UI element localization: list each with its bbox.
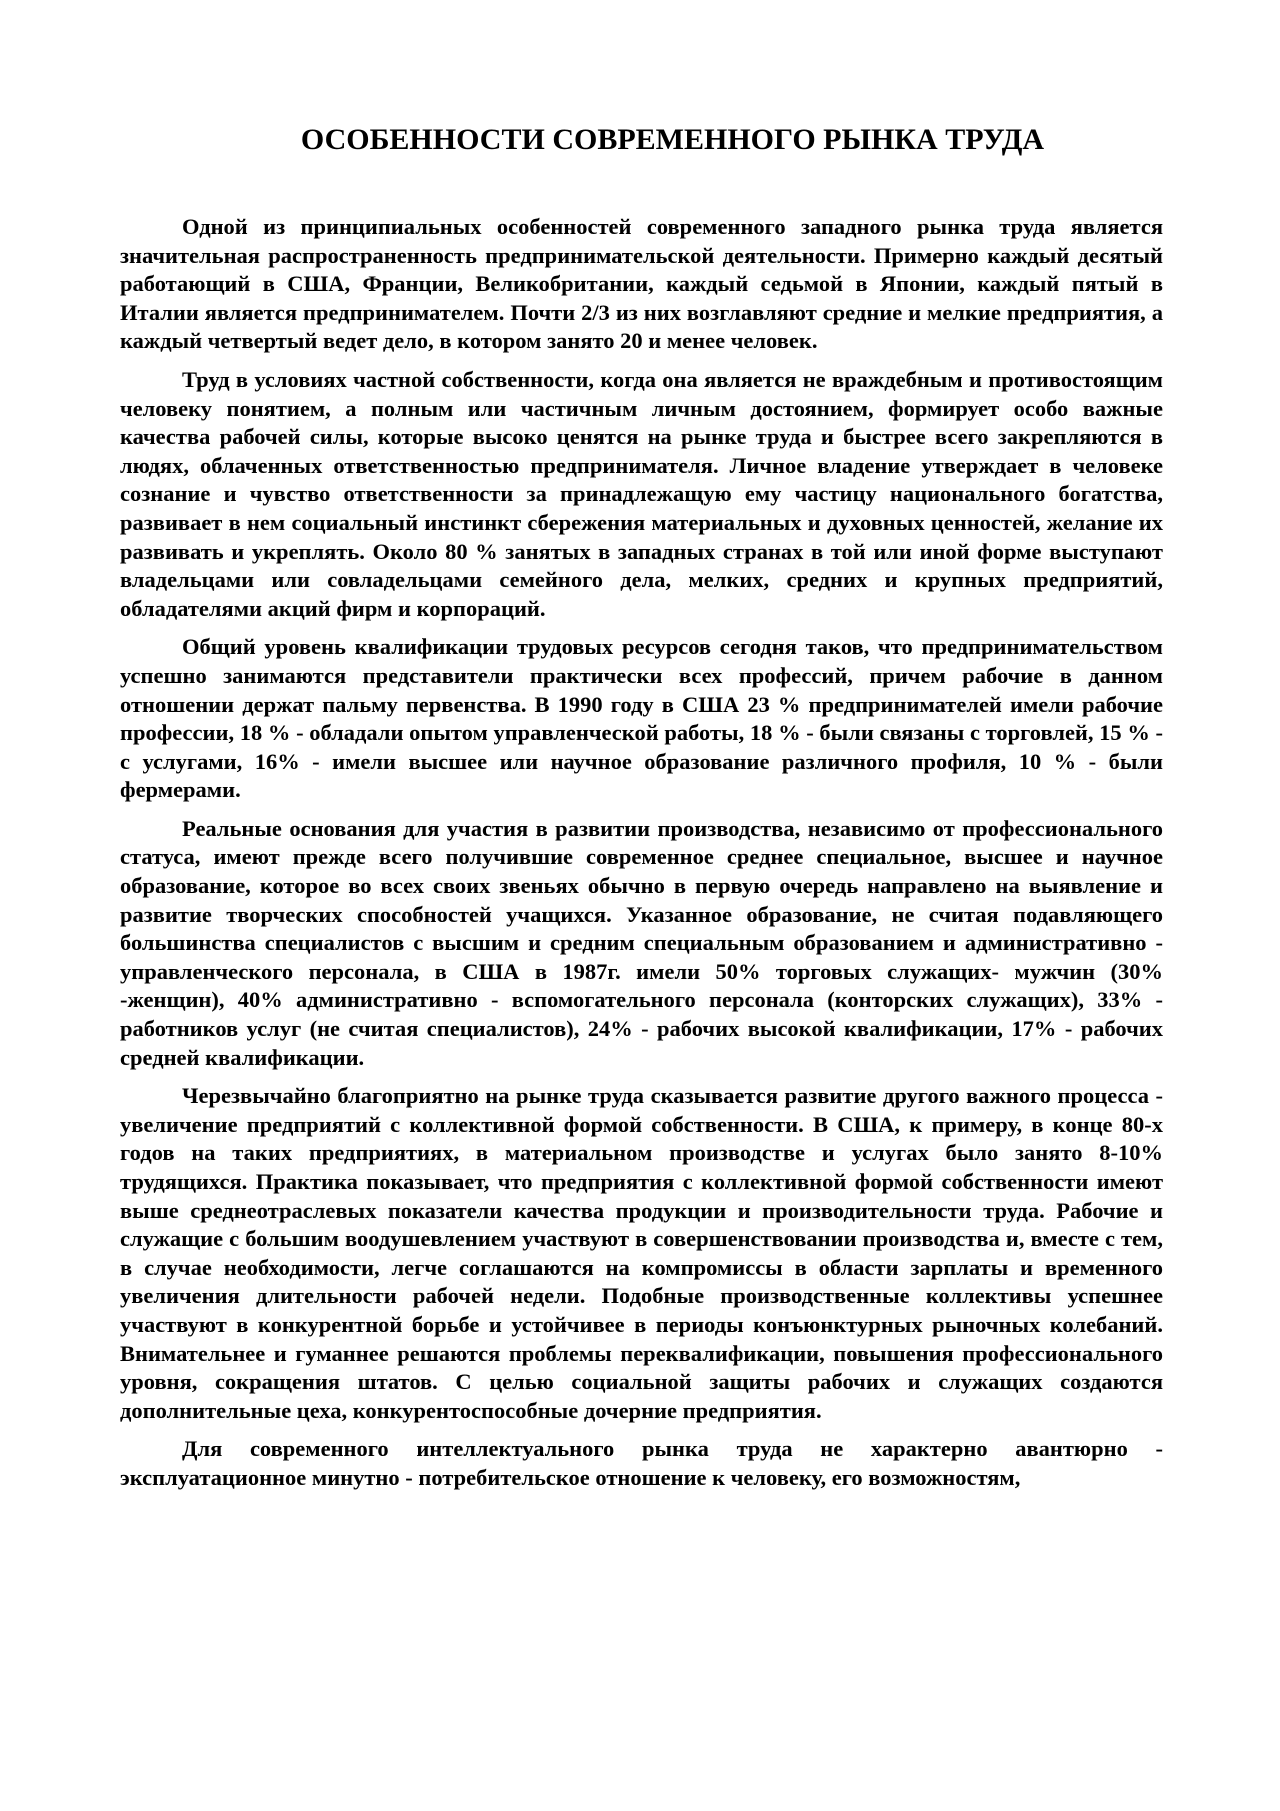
document-body: [120, 213, 1163, 1503]
paragraph-4: Реальные основания для участия в развитии производства, независимо от профессионального статуса, имеют прежде всего получившие современное среднее специальное, высшее и научное образование, которое во всех своих звеньях обычно в первую очередь направлено на выявление и развитие творческих способностей учащихся. Указанное образование, не считая подавляющего большинства специалистов с высшим и средним специальным образованием и административно - управленческого персонала, в США в 1987г. имели 50% торговых служащих- мужчин (30% -женщин), 40% административно - вспомогательного персонала (конторских служащих), 33% - работников услуг (не считая специалистов), 24% - рабочих высокой квалификации, 17% - рабочих средней квалификации.: [120, 815, 1163, 1070]
paragraph-1: Одной из принципиальных особенностей современного западного рынка труда является значительная распространенность предпринимательской деятельности. Примерно каждый десятый работающий в США, Франции, Великобритании, каждый седьмой в Японии, каждый пятый в Италии является предпринимателем. Почти 2/3 из них возглавляют средние и мелкие предприятия, а каждый четвертый ведет дело, в котором занято 20 и менее человек.: [120, 214, 1163, 354]
paragraph-5: Черезвычайно благоприятно на рынке труда сказывается развитие другого важного процесса - увеличение предприятий с коллективной формой собственности. В США, к примеру, в конце 80-х годов на таких предприятиях, в материальном производстве и услугах было занято 8-10% трудящихся. Практика показывает, что предприятия с коллективной формой собственности имеют выше среднеотраслевых показатели качества продукции и производительности труда. Рабочие и служащие с большим воодушевлением участвуют в совершенствовании производства и, вместе с тем, в случае необходимости, легче соглашаются на компромиссы в области зарплаты и временного увеличения длительности рабочей недели. Подобные производственные коллективы успешнее участвуют в конкурентной борьбе и устойчивее в периоды конъюнктурных рыночных колебаний. Внимательнее и гуманнее решаются проблемы переквалификации, повышения профессионального уровня, сокращения штатов. С целью социальной защиты рабочих и служащих создаются дополнительные цеха, конкурентоспособные дочерние предприятия.: [120, 1083, 1163, 1423]
document-title: ОСОБЕННОСТИ СОВРЕМЕННОГО РЫНКА ТРУДА: [300, 123, 1045, 156]
paragraph-3: Общий уровень квалификации трудовых ресурсов сегодня таков, что предпринимательством успешно занимаются представители практически всех профессий, причем рабочие в данном отношении держат пальму первенства. В 1990 году в США 23 % предпринимателей имели рабочие профессии, 18 % - обладали опытом управленческой работы, 18 % - были связаны с торговлей, 15 % - с услугами, 16% - имели высшее или научное образование различного профиля, 10 % - были фермерами.: [120, 634, 1163, 803]
paragraph-6: Для современного интеллектуального рынка труда не характерно авантюрно - эксплуатационное минутно - потребительское отношение к человеку, его возможностям,: [120, 1436, 1163, 1490]
paragraph-2: Труд в условиях частной собственности, когда она является не враждебным и противостоящим человеку понятием, а полным или частичным личным достоянием, формирует особо важные качества рабочей силы, которые высоко ценятся на рынке труда и быстрее всего закрепляются в людях, облаченных ответственностью предпринимателя. Личное владение утверждает в человеке сознание и чувство ответственности за принадлежащую ему частицу национального богатства, развивает в нем социальный инстинкт сбережения материальных и духовных ценностей, желание их развивать и укреплять. Около 80 % занятых в западных странах в той или иной форме выступают владельцами или совладельцами семейного дела, мелких, средних и крупных предприятий, обладателями акций фирм и корпораций.: [120, 366, 1163, 621]
